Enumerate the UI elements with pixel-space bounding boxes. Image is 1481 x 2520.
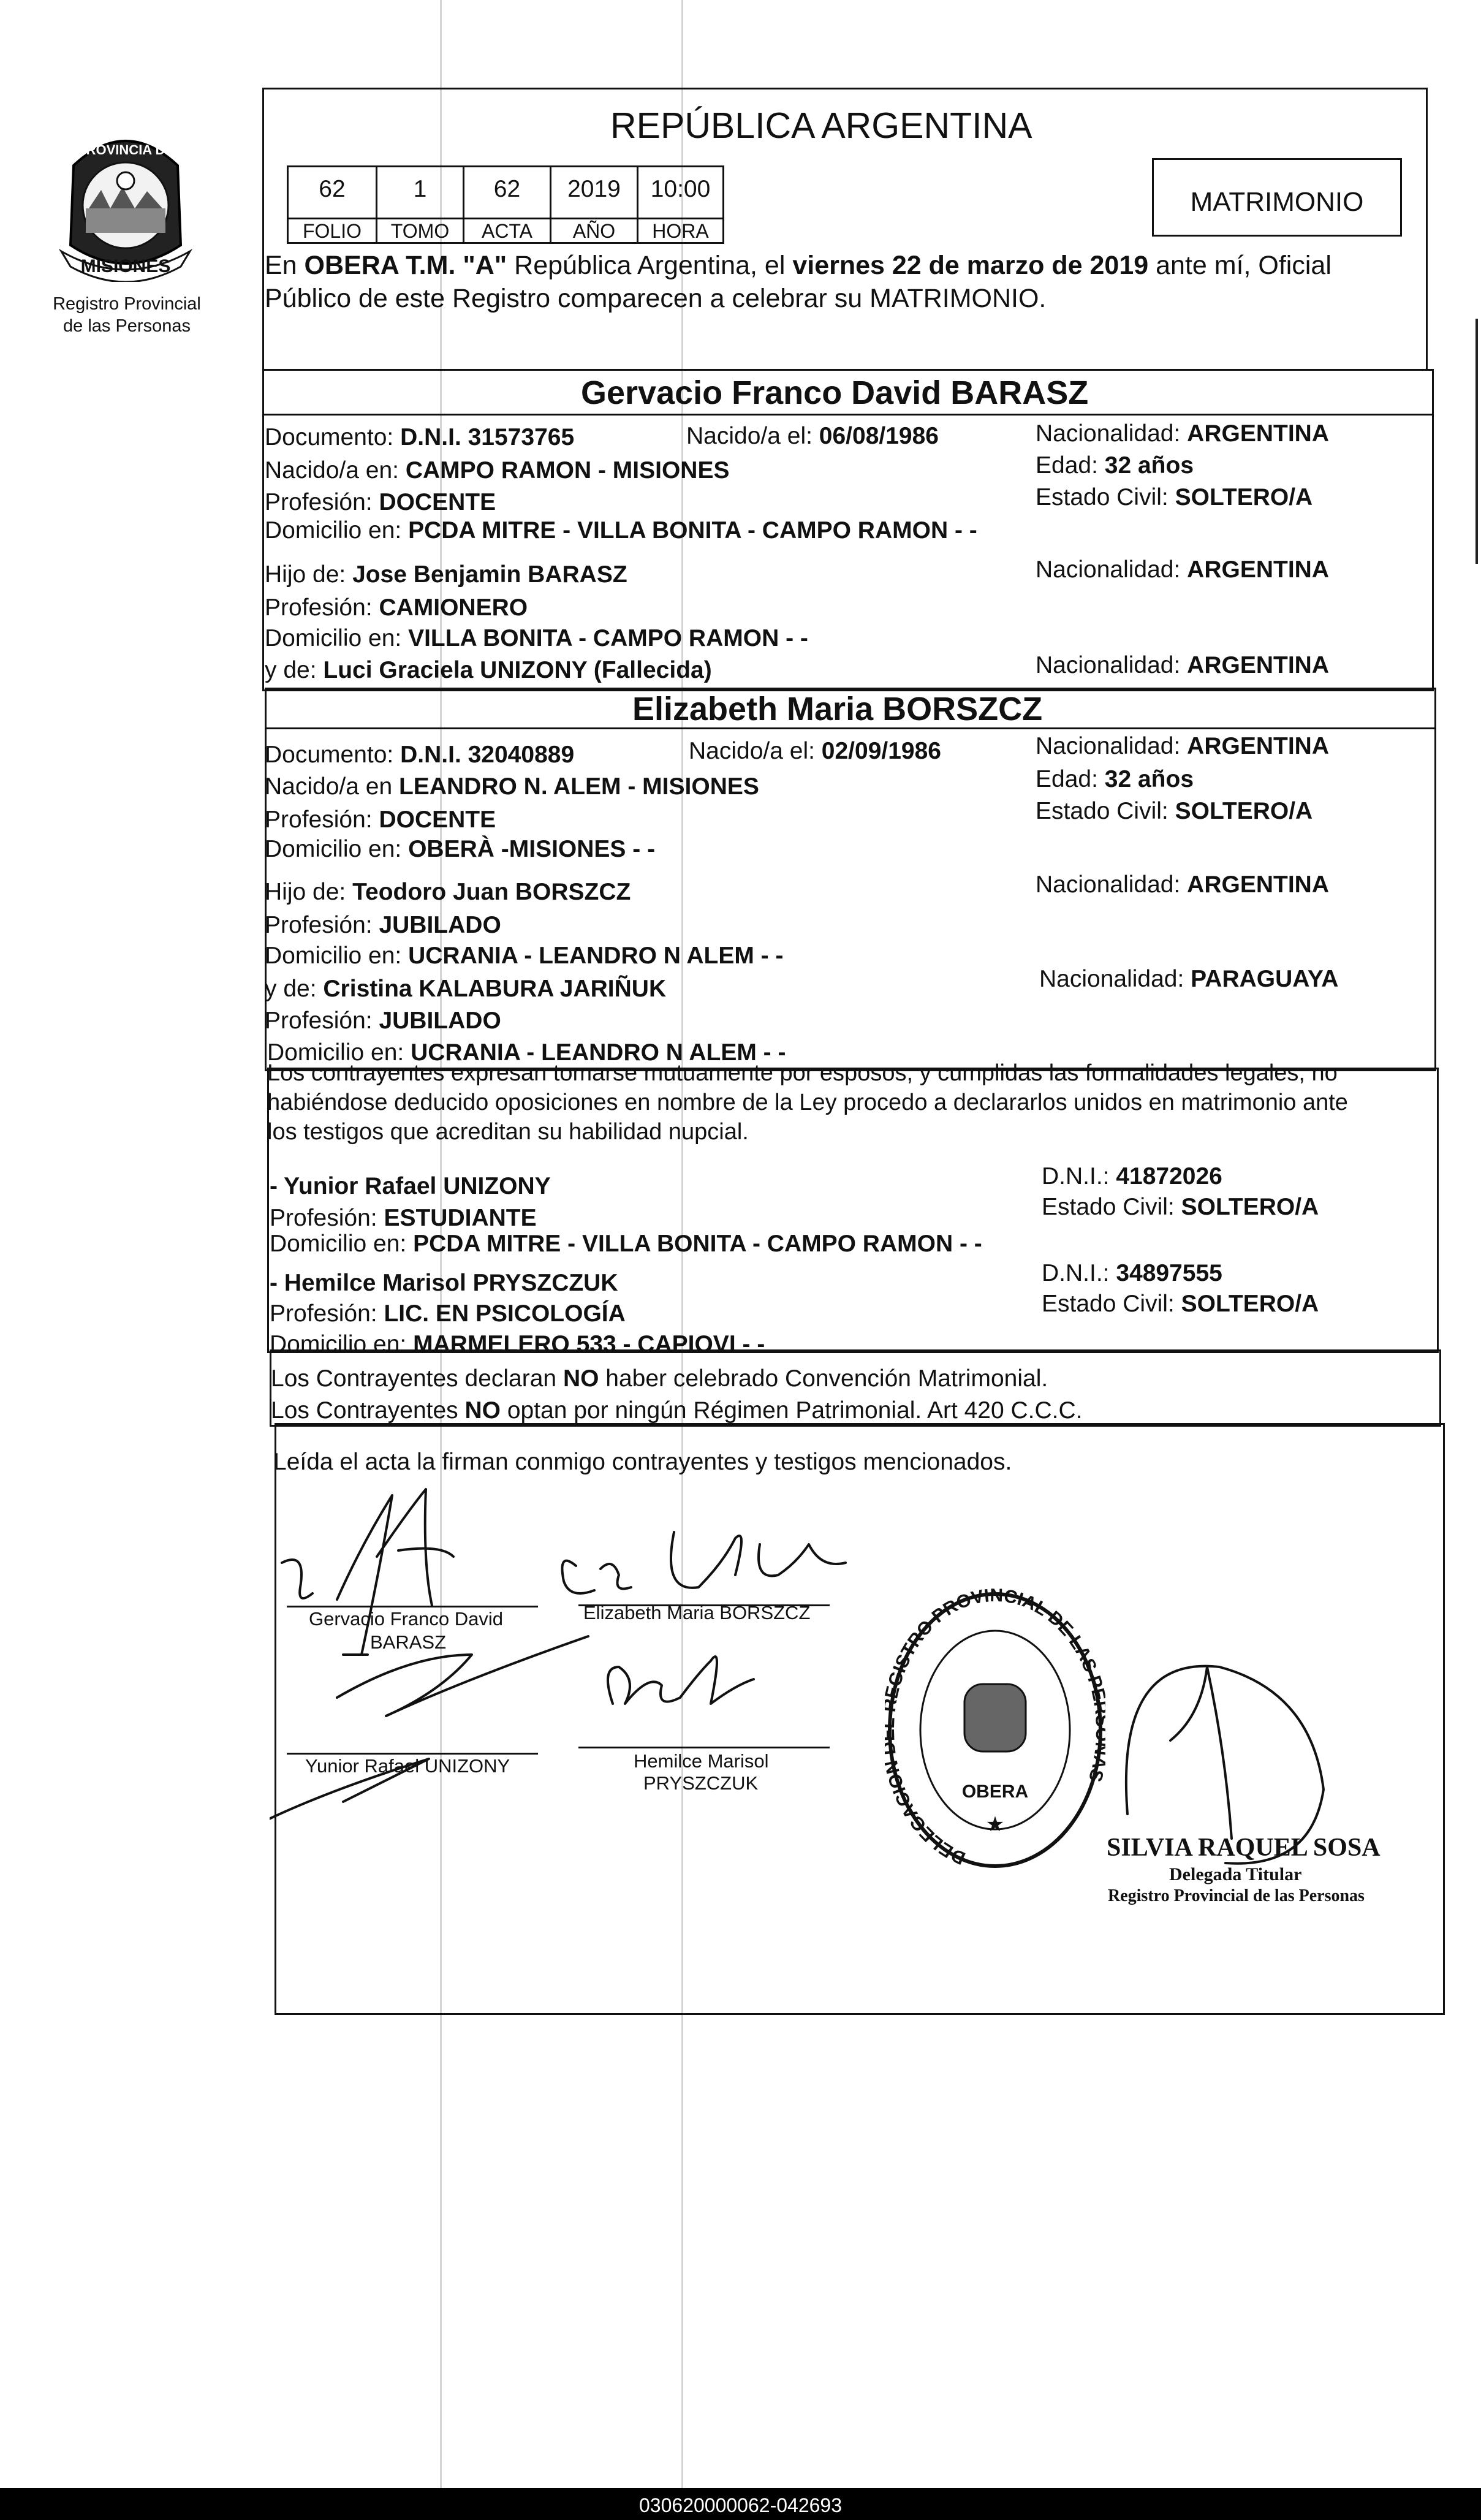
bride-address: Domicilio en: OBERÀ -MISIONES - - xyxy=(265,836,656,862)
witness-2-civil-status: Estado Civil: SOLTERO/A xyxy=(1042,1291,1319,1317)
bride-mother-profession: Profesión: JUBILADO xyxy=(265,1008,501,1034)
groom-father-address: Domicilio en: VILLA BONITA - CAMPO RAMON - - xyxy=(265,625,808,651)
groom-father: Hijo de: Jose Benjamin BARASZ xyxy=(265,561,627,588)
witness-1-civil-status: Estado Civil: SOLTERO/A xyxy=(1042,1194,1319,1220)
official-organization: Registro Provincial de las Personas xyxy=(1108,1886,1365,1905)
convention-line-2: Los Contrayentes NO optan por ningún Régimen Patrimonial. Art 420 C.C.C. xyxy=(271,1397,1083,1424)
bride-mother-address: Domicilio en: UCRANIA - LEANDRO N ALEM - - xyxy=(267,1039,786,1066)
groom-mother: y de: Luci Graciela UNIZONY (Fallecida) xyxy=(265,657,712,683)
convention-line-1: Los Contrayentes declaran NO haber celebrado Convención Matrimonial. xyxy=(271,1365,1048,1392)
witness-1-name: - Yunior Rafael UNIZONY xyxy=(270,1173,551,1199)
witness-1-profession: Profesión: ESTUDIANTE xyxy=(270,1205,537,1231)
declaration-line-1: Los contrayentes expresan tomarse mutuamente por esposos, y cumplidas las formalidades legales, no xyxy=(267,1060,1338,1086)
logo-caption-2: de las Personas xyxy=(63,316,191,336)
record-cell-year: 2019 AÑO xyxy=(550,165,638,244)
witness-2-address: Domicilio en: MARMELERO 533 - CAPIOVI - - xyxy=(270,1331,765,1357)
witness-2-dni: D.N.I.: 34897555 xyxy=(1042,1260,1222,1286)
scan-edge xyxy=(1475,319,1478,564)
groom-document: Documento: D.N.I. 31573765 xyxy=(265,424,575,450)
bride-age: Edad: 32 años xyxy=(1036,766,1194,792)
bride-profession: Profesión: DOCENTE xyxy=(265,806,496,833)
handwritten-signatures xyxy=(270,1471,1471,2022)
document-type-box: MATRIMONIO xyxy=(1152,158,1402,237)
bride-mother: y de: Cristina KALABURA JARIÑUK xyxy=(265,976,667,1002)
footer-bar xyxy=(0,2488,1481,2520)
groom-birthplace: Nacido/a en: CAMPO RAMON - MISIONES xyxy=(265,457,730,484)
groom-nationality: Nacionalidad: ARGENTINA xyxy=(1036,420,1330,447)
bride-nationality: Nacionalidad: ARGENTINA xyxy=(1036,733,1330,759)
seal-top-text: PROVINCIA DE xyxy=(77,142,175,158)
signature-label-bride: Elizabeth Maria BORSZCZ xyxy=(583,1602,811,1623)
bride-birthplace: Nacido/a en LEANDRO N. ALEM - MISIONES xyxy=(265,773,759,800)
witness-1-dni: D.N.I.: 41872026 xyxy=(1042,1163,1222,1190)
signature-label-groom-2: BARASZ xyxy=(370,1631,447,1653)
bride-father-profession: Profesión: JUBILADO xyxy=(265,912,501,938)
groom-name: Gervacio Franco David BARASZ xyxy=(581,374,1089,411)
official-title: Delegada Titular xyxy=(1169,1864,1302,1884)
signature-label-witness-2a: Hemilce Marisol xyxy=(634,1750,769,1772)
groom-mother-nationality: Nacionalidad: ARGENTINA xyxy=(1036,652,1330,678)
bride-document: Documento: D.N.I. 32040889 xyxy=(265,742,575,768)
stamp-ring-text: DELEGACIO GISTRO PROVINCIAL DE LAS P S xyxy=(885,1586,1105,1869)
page-title: REPÚBLICA ARGENTINA xyxy=(610,105,1032,146)
bride-civil-status: Estado Civil: SOLTERO/A xyxy=(1036,798,1313,824)
record-cell-folio: 62 FOLIO xyxy=(287,165,377,244)
groom-birthdate: Nacido/a el: 06/08/1986 xyxy=(686,423,939,449)
closing-text: Leída el acta la firman conmigo contrayentes y testigos mencionados. xyxy=(273,1449,1012,1475)
declaration-line-2: habiéndose deducido oposiciones en nombre de la Ley procedo a declararlos unidos en matrimonio ante xyxy=(267,1090,1348,1115)
groom-age: Edad: 32 años xyxy=(1036,452,1194,479)
seal-bottom-text: MISIONES xyxy=(80,256,171,276)
witness-2-name: - Hemilce Marisol PRYSZCZUK xyxy=(270,1270,618,1296)
divider xyxy=(264,414,1432,416)
official-name: SILVIA RAQUEL SOSA xyxy=(1107,1834,1381,1862)
province-seal xyxy=(49,123,202,282)
bride-father-nationality: Nacionalidad: ARGENTINA xyxy=(1036,871,1330,898)
groom-profession: Profesión: DOCENTE xyxy=(265,489,496,515)
svg-text:★: ★ xyxy=(985,1813,1005,1836)
record-cell-acta: 62 ACTA xyxy=(463,165,551,244)
signature-label-groom-1: Gervacio Franco David xyxy=(309,1608,504,1630)
bride-father-address: Domicilio en: UCRANIA - LEANDRO N ALEM - - xyxy=(265,943,784,969)
record-cell-hour: 10:00 HORA xyxy=(637,165,724,244)
record-cell-tomo: 1 TOMO xyxy=(376,165,464,244)
footer-code: 030620000062-042693 xyxy=(639,2494,842,2516)
signature-label-witness-2b: PRYSZCZUK xyxy=(643,1772,759,1794)
groom-father-profession: Profesión: CAMIONERO xyxy=(265,594,528,621)
stamp-city: OBERA xyxy=(961,1782,1029,1802)
bride-birthdate: Nacido/a el: 02/09/1986 xyxy=(689,738,941,764)
divider xyxy=(267,727,1434,729)
intro-line-1: En OBERA T.M. "A" República Argentina, el viernes 22 de marzo de 2019 ante mí, Oficial xyxy=(265,251,1331,280)
groom-civil-status: Estado Civil: SOLTERO/A xyxy=(1036,484,1313,510)
declaration-line-3: los testigos que acreditan su habilidad nupcial. xyxy=(267,1119,749,1145)
groom-address: Domicilio en: PCDA MITRE - VILLA BONITA - CAMPO RAMON - - xyxy=(265,517,977,544)
witness-1-address: Domicilio en: PCDA MITRE - VILLA BONITA - CAMPO RAMON - - xyxy=(270,1231,982,1257)
logo-caption-1: Registro Provincial xyxy=(53,294,201,314)
intro-line-2: Público de este Registro comparecen a celebrar su MATRIMONIO. xyxy=(265,284,1047,313)
signature-label-witness-1: Yunior Rafael UNIZONY xyxy=(305,1755,510,1777)
official-stamp xyxy=(885,1586,1105,1874)
bride-mother-nationality: Nacionalidad: PARAGUAYA xyxy=(1039,966,1339,992)
groom-father-nationality: Nacionalidad: ARGENTINA xyxy=(1036,556,1330,583)
bride-name: Elizabeth Maria BORSZCZ xyxy=(632,691,1043,727)
witness-2-profession: Profesión: LIC. EN PSICOLOGÍA xyxy=(270,1300,626,1327)
bride-father: Hijo de: Teodoro Juan BORSZCZ xyxy=(265,879,631,905)
